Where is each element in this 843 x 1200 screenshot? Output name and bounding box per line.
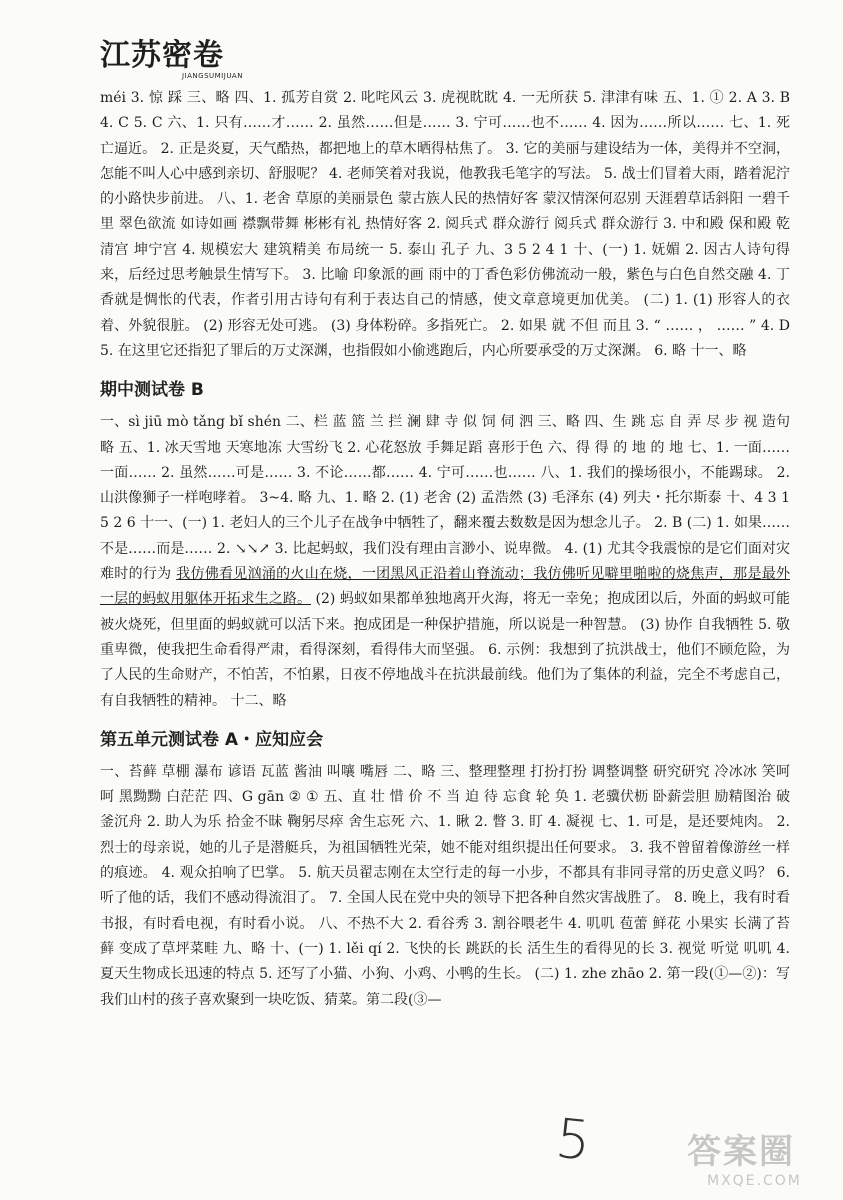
watermark-url: MXQE.COM [707,1173,802,1189]
answer-content [100,86,790,1013]
section-answers-midterm-b [100,410,790,714]
answers-text-after: (2) 蚂蚁如果都单独地离开火海，将无一幸免；抱成团以后，外面的蚂蚁可能被火烧死，但里面的蚂蚁就可以活下来。抱成团是一种保护措施，所以说是一种智慧。 (3) 协作 自我牺牲 5. 敬重卑微，使我把生命看得严肃，看得深刻，看得伟大而坚强。 6. 示例：我想到了抗洪战士，他们不顾危险，为了人民的生命财产，不怕苦，不怕累，日夜不停地战斗在抗洪最前线。他们为了集体的利益，完全不考虑自己，有自我牺牲的精神。 十二、略 [100,591,791,709]
underlined-answer: 我仿佛看见汹涌的火山在烧，一团黑风正沿着山脊流动；我仿佛听见噼里啪啦的烧焦声，那是最外一层的蚂蚁用躯体开拓求生之路。 [100,566,791,608]
watermark-logo [687,1124,837,1194]
handwritten-mark: 5 [552,1106,594,1173]
section-title-unit5-a: 第五单元测试卷 A・应知应会 [100,729,324,750]
brand-logo [100,30,400,74]
page-header [100,30,400,90]
section-answers-unit5-a: 一、苔藓 草棚 瀑布 谚语 瓦蓝 酱油 叫嚷 嘴唇 二、略 三、整理整理 打扮打扮 调整调整 研究研究 冷冰冰 笑呵呵 黑黝黝 白茫茫 四、G gān ② ① 五、直 壮 惜 价 不 当 迫 待 忘食 轮 奂 1. 老骥伏枥 卧薪尝胆 励精图治 破釜沉舟 2. 助人为乐 拾金不昧 鞠躬尽瘁 舍生忘死 六、1. 瞅 2. 瞥 3. 盯 4. 凝视 七、1. 可是，是还要炖肉。 2. 烈士的母亲说，她的儿子是潜艇兵，为祖国牺牲光荣，她不能对组织提出任何要求。 3. 我不曾留着像游丝一样的痕迹。 4. 观众拍响了巴掌。 5. 航天员翟志刚在太空行走的每一小步，不都具有非同寻常的历史意义吗？ 6. 听了他的话，我们不感动得流泪了。 7. 全国人民在党中央的领导下把各种自然灾害战胜了。 8. 晚上，我有时看书报，有时看电视，有时看小说。 八、不热不大 2. 看谷秀 3. 割谷喂老牛 4. 叽叽 苞蕾 鲜花 小果实 长满了苔藓 变成了草坪菜畦 九、略 十、(一) 1. lěi qí 2. 飞快的长 跳跃的长 活生生的看得见的长 3. 视觉 听觉 叽叽 4. 夏天生物成长迅速的特点 5. 还写了小猫、小狗、小鸡、小鸭的生长。 (二) 1. zhe zhāo 2. 第一段(①—②)：写我们山村的孩子喜欢聚到一块吃饭、猜菜。第二段(③— [100,763,790,1008]
section-title-midterm-b: 期中测试卷 B [100,380,204,401]
watermark-text: 答案圈 [687,1132,795,1172]
answers-text-before: 一、sì jiū mò tǎng bǐ shén 二、栏 蓝 篮 兰 拦 澜 肆 寺 似 饲 伺 泗 三、略 四、生 跳 忘 自 弄 尽 步 视 造句略 五、1. 冰天雪地 天寒地冻 大雪纷飞 2. 心花怒放 手舞足蹈 喜形于色 六、得 得 的 地 的 地 七、1. 一面……一面…… 2. 虽然……可是…… 3. 不论……都…… 4. 宁可……也…… 八、1. 我们的操场很小，不能踢球。 2. 山洪像狮子一样咆哮着。 3~4. 略 九、1. 略 2. (1) 老舍 (2) 孟浩然 (3) 毛泽东 (4) 列夫・托尔斯泰 十、4 3 1 5 2 6 十一、(一) 1. 老妇人的三个儿子在战争中牺牲了，翻来覆去数数是因为想念儿子。 2. B (二) 1. 如果……不是……而是…… 2. ↘↘↗ 3. 比起蚂蚁，我们没有理由言渺小、说卑微。 4. (1) 尤其令我震惊的是它们面对灾难时的行为 [100,414,790,583]
brand-pinyin: JIANGSUMIJUAN [182,72,243,80]
brand-text: 江苏密卷 [100,38,224,73]
section-answers-top: méi 3. 惊 踩 三、略 四、1. 孤芳自赏 2. 叱咤风云 3. 虎视眈眈 4. 一无所获 5. 津津有味 五、1. ① 2. A 3. B 4. C 5. C 六、1. 只有……才…… 2. 虽然……但是…… 3. 宁可……也不…… 4. 因为……所以…… 七、1. 死亡逼近。 2. 正是炎夏，天气酷热，都把地上的草木晒得枯焦了。 3. 它的美丽与建设结为一体，美得并不空洞，怎能不叫人心中感到亲切、舒服呢？ 4. 老师笑着对我说，他教我毛笔字的写法。 5. 战士们冒着大雨，踏着泥泞的小路快步前进。 八、1. 老舍 草原的美丽景色 蒙古族人民的热情好客 蒙汉情深何忍别 天涯碧草话斜阳 一碧千里 翠色欲流 如诗如画 襟飘带舞 彬彬有礼 热情好客 2. 阅兵式 群众游行 阅兵式 群众游行 3. 中和殿 保和殿 乾清宫 坤宁宫 4. 规模宏大 建筑精美 布局统一 5. 泰山 孔子 九、3 5 2 4 1 十、(一) 1. 妩媚 2. 因古人诗句得来，后经过思考触景生情写下。 3. 比喻 印象派的画 雨中的丁香色彩仿佛流动一般，紫色与白色自然交融 4. 丁香就是惆怅的代表，作者引用古诗句有利于表达自己的情感，使文章意境更加优美。 (二) 1. (1) 形容人的衣着、外貌很脏。 (2) 形容无处可逃。 (3) 身体粉碎。多指死亡。 2. 如果 就 不但 而且 3. “ …… ， …… ” 4. D 5. 在这里它还指犯了罪后的万丈深渊，也指假如小偷逃跑后，内心所要承受的万丈深渊。 6. 略 十一、略 [100,90,790,359]
